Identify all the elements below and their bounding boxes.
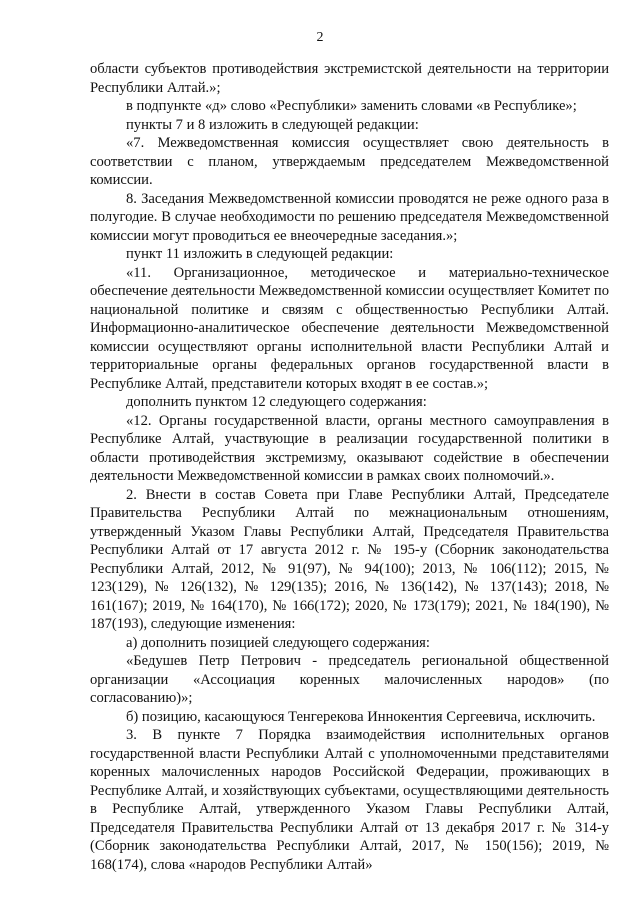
- paragraph: 2. Внести в состав Совета при Главе Республики Алтай, Председателе Правительства Республики Алтай по межнациональным отношениям, утвержденный Указом Главы Республики Алтай, Председателя Правительства Республики Алтай от 17 августа 2012 г. № 195-у (Сборник законодательства Республики Алтай, 2012, № 91(97), № 94(100); 2013, № 106(112); 2015, № 123(129), № 126(132), № 129(135); 2016, № 136(142), № 137(143); 2018, № 161(167); 2019, № 164(170), № 166(172); 2020, № 173(179); 2021, № 184(190), № 187(193), следующие изменения:: [90, 486, 609, 632]
- paragraph: б) позицию, касающуюся Тенгерекова Иннокентия Сергеевича, исключить.: [126, 708, 596, 725]
- paragraph: пункты 7 и 8 изложить в следующей редакции:: [126, 116, 419, 133]
- paragraph: «Бедушев Петр Петрович - председатель региональной общественной организации «Ассоциация коренных малочисленных народов» (по согласованию)»;: [90, 653, 609, 706]
- paragraph: «12. Органы государственной власти, органы местного самоуправления в Республике Алтай, участвующие в реализации государственной политики в области противодействия экстремизму, оказывают содействие в обеспечении деятельности Межведомственной комиссии в рамках своих полномочий.».: [90, 412, 609, 484]
- document-body: [90, 60, 609, 874]
- paragraph: «7. Межведомственная комиссия осуществляет свою деятельность в соответствии с планом, утверждаемым председателем Межведомственной комиссии.: [90, 135, 609, 188]
- paragraph: области субъектов противодействия экстремистской деятельности на территории Республики Алтай.»;: [90, 61, 609, 96]
- paragraph: 3. В пункте 7 Порядка взаимодействия исполнительных органов государственной власти Республики Алтай с уполномоченными представителями коренных малочисленных народов Российской Федерации, проживающих в Республике Алтай, и хозяйствующих субъектами, осуществляющими деятельность в Республике Алтай, утвержденного Указом Главы Республики Алтай, Председателя Правительства Республики Алтай от 13 декабря 2017 г. № 314-у (Сборник законодательства Республики Алтай, 2017, № 150(156); 2019, № 168(174), слова «народов Республики Алтай»: [90, 727, 609, 873]
- page-number: 2: [316, 30, 324, 45]
- paragraph: в подпункте «д» слово «Республики» заменить словами «в Республике»;: [126, 98, 577, 114]
- paragraph: пункт 11 изложить в следующей редакции:: [126, 246, 394, 262]
- paragraph: дополнить пунктом 12 следующего содержания:: [126, 394, 427, 410]
- paragraph: 8. Заседания Межведомственной комиссии проводятся не реже одного раза в полугодие. В случае необходимости по решению председателя Межведомственной комиссии могут проводиться ее внеочередные заседания.»;: [90, 190, 609, 244]
- paragraph: а) дополнить позицией следующего содержания:: [126, 634, 430, 651]
- paragraph: «11. Организационное, методическое и материально-техническое обеспечение деятельности Межведомственной комиссии осуществляет Комитет по национальной политике и связям с общественностью Республики Алтай. Информационно-аналитическое обеспечение деятельности Межведомственной комиссии осуществляют органы исполнительной власти Республики Алтай и территориальные органы федеральных органов государственной власти в Республике Алтай, представители которых входят в ее состав.»;: [90, 264, 609, 392]
